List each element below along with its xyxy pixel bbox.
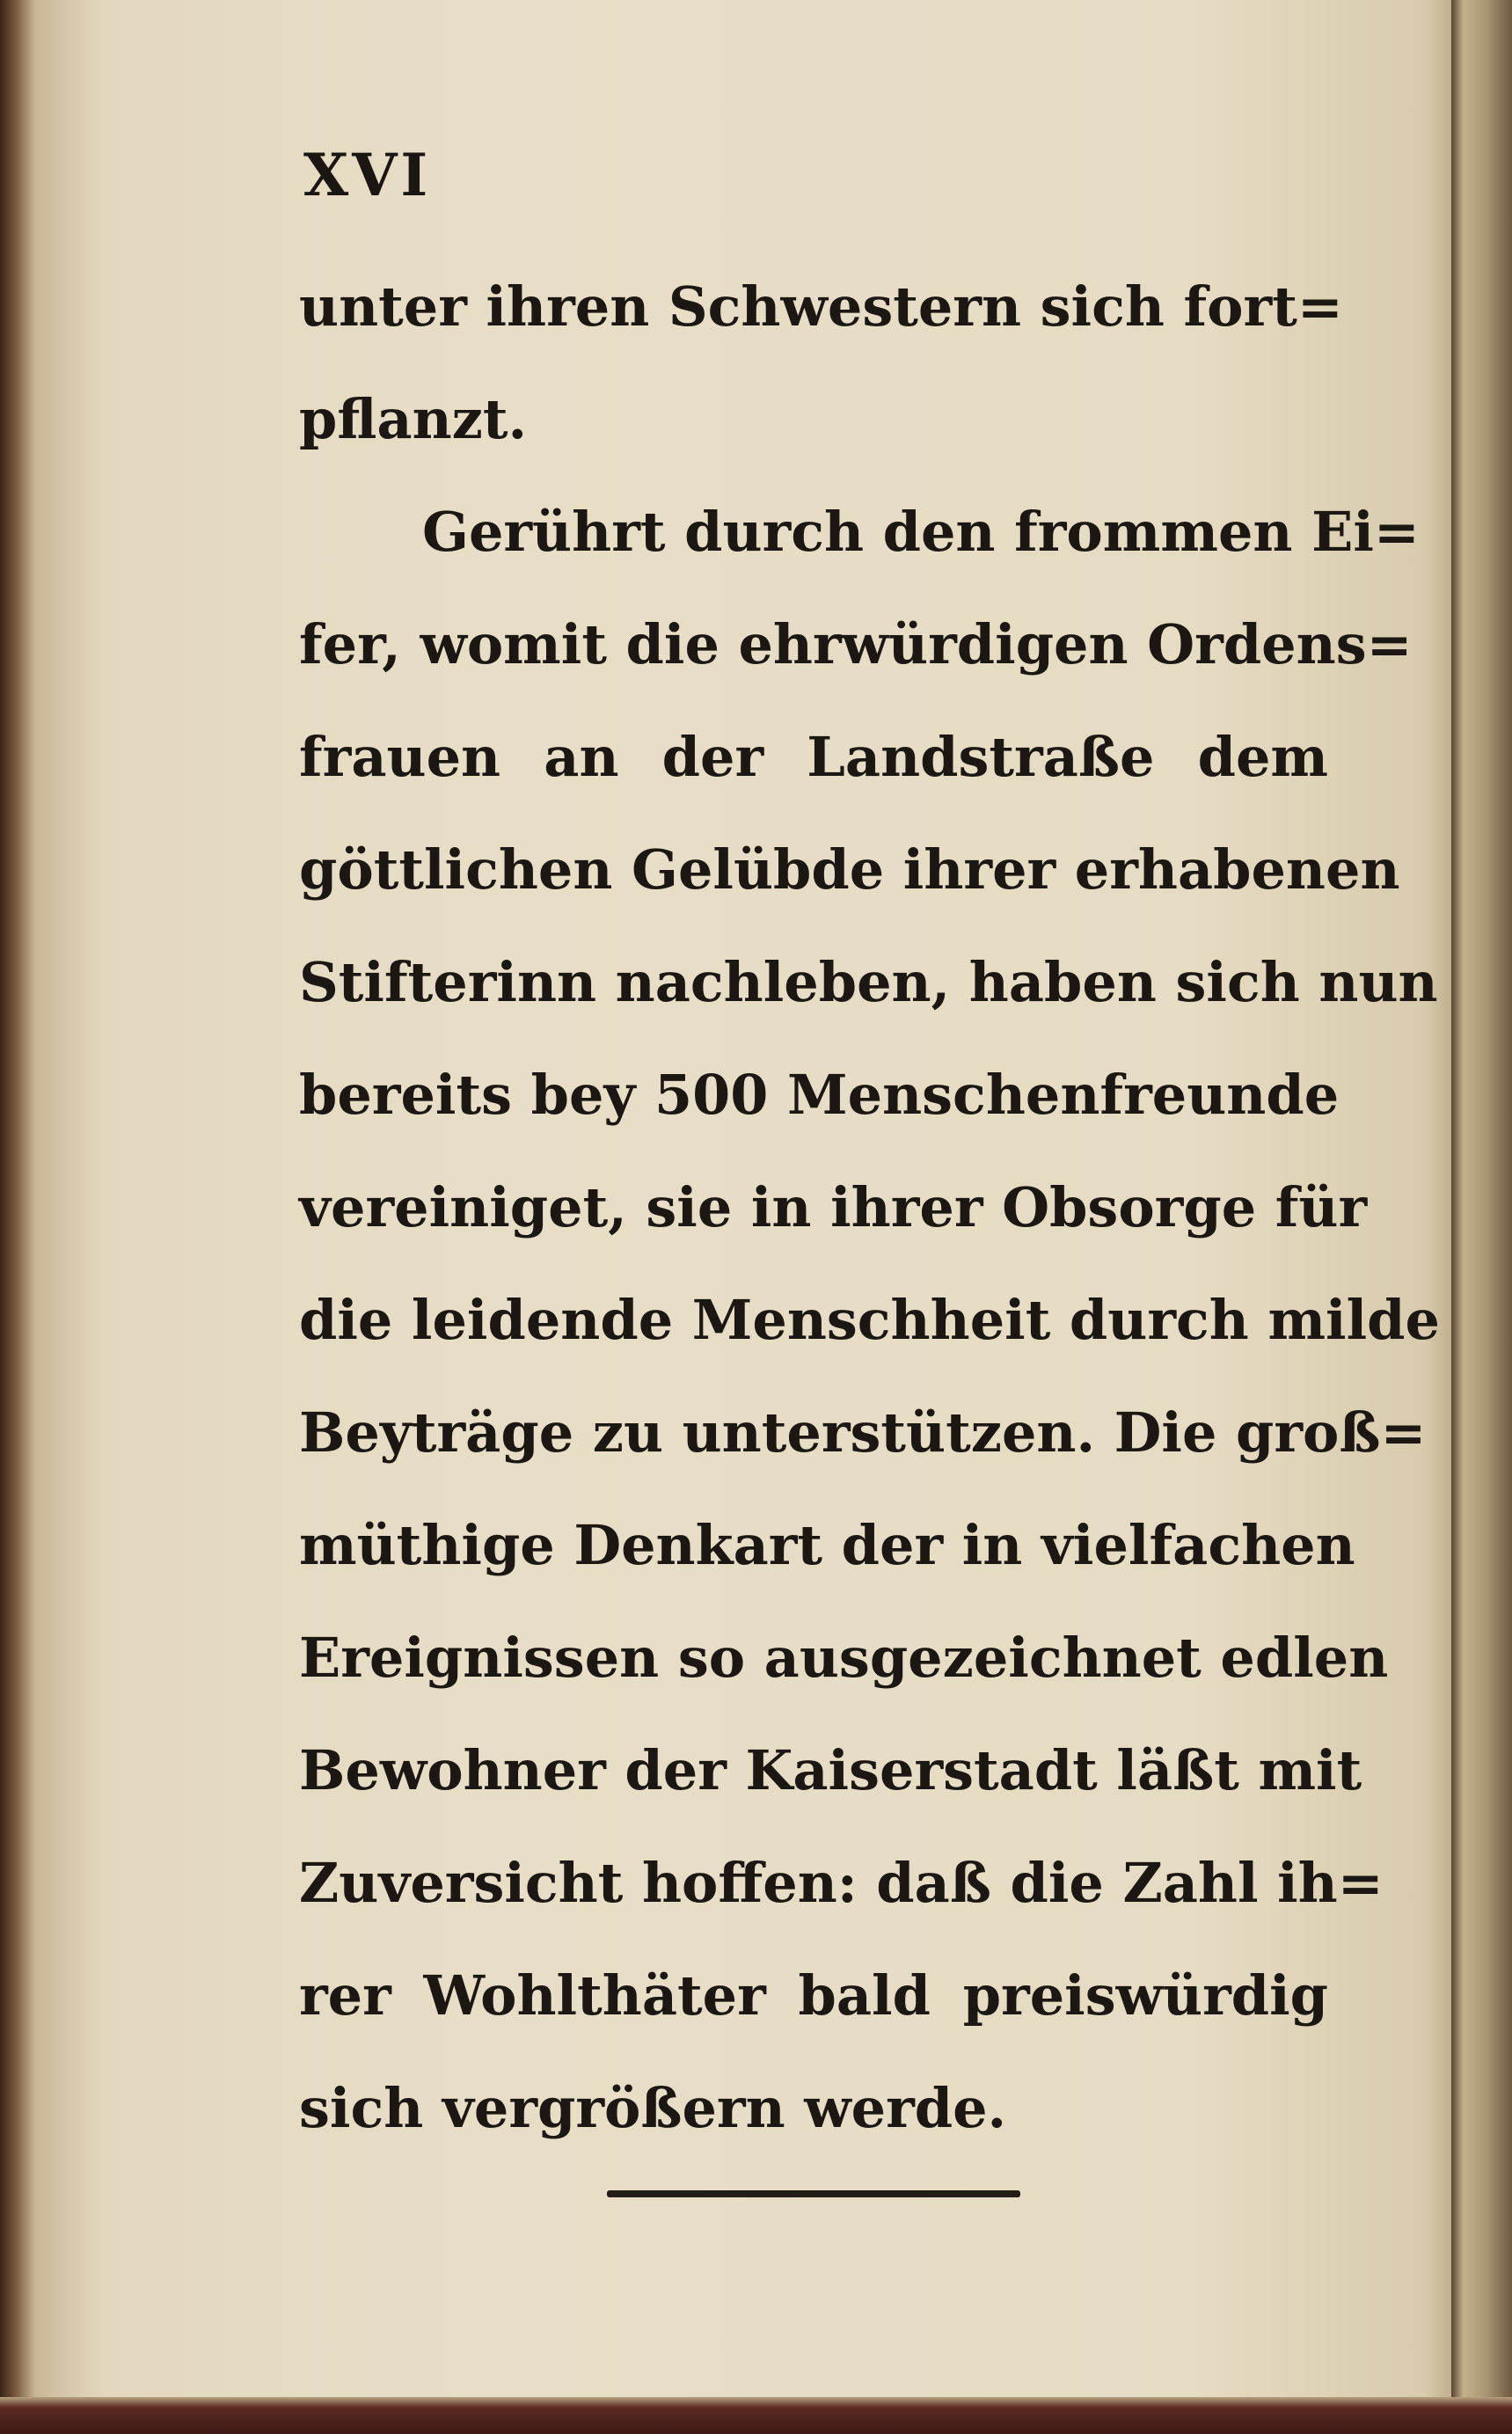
- text-line: rer Wohlthäter bald preiswürdig: [299, 1963, 1328, 2028]
- text-line: bereits bey 500 Menschenfreunde: [299, 1063, 1340, 1127]
- text-line: die leidende Menschheit durch milde: [299, 1288, 1440, 1352]
- section-divider-rule: [607, 2190, 1020, 2197]
- text-line: Bewohner der Kaiserstadt läßt mit: [299, 1738, 1362, 1802]
- body-text: [299, 251, 1440, 2165]
- text-line: Stifterinn nachleben, haben sich nun: [299, 950, 1438, 1014]
- text-line: vereiniget, sie in ihrer Obsorge für: [299, 1175, 1368, 1239]
- text-line: Ereignissen so ausgezeichnet edlen: [299, 1626, 1389, 1690]
- text-line: pflanzt.: [299, 387, 528, 451]
- book-bottom-edge: [0, 2397, 1512, 2434]
- text-line: fer, womit die ehrwürdigen Ordens=: [299, 612, 1413, 676]
- text-line: göttlichen Gelübde ihrer erhabenen: [299, 837, 1400, 902]
- text-line: sich vergrößern werde.: [299, 2076, 1007, 2140]
- text-line: Gerührt durch den frommen Ei=: [422, 500, 1420, 564]
- text-line: Beyträge zu unterstützen. Die groß=: [299, 1400, 1427, 1465]
- text-line: frauen an der Landstraße dem: [299, 725, 1328, 789]
- text-line: unter ihren Schwestern sich fort=: [299, 274, 1343, 339]
- page-right-edge: [1451, 0, 1512, 2434]
- text-line: müthige Denkart der in vielfachen: [299, 1513, 1355, 1577]
- page-number: XVI: [303, 141, 432, 209]
- text-line: Zuversicht hoffen: daß die Zahl ih=: [299, 1851, 1384, 1915]
